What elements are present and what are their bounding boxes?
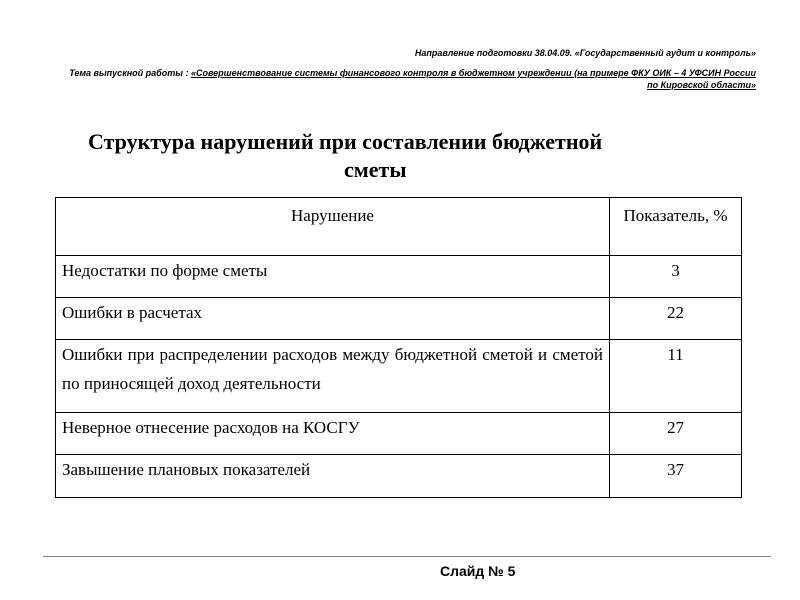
page-title-line-1: Структура нарушений при составлении бюджетной <box>88 129 603 154</box>
thesis-topic-text: «Совершенствование системы финансового контроля в бюджетном учреждении (на примере ФКУ ОИК – 4 УФСИН России по Кировской области» <box>190 68 756 90</box>
violation-value: 11 <box>610 340 742 413</box>
violation-value: 37 <box>610 455 742 498</box>
table-row <box>56 413 742 455</box>
table-row <box>56 256 742 298</box>
table-row <box>56 340 742 413</box>
violation-value: 22 <box>610 298 742 340</box>
violation-value: 3 <box>610 256 742 298</box>
thesis-topic-prefix: Тема выпускной работы : <box>69 68 191 78</box>
column-header-indicator: Показатель, % <box>610 198 742 256</box>
page-title <box>60 128 800 184</box>
program-direction: Направление подготовки 38.04.09. «Государственный аудит и контроль» <box>414 48 756 58</box>
violation-name: Недостатки по форме сметы <box>56 256 610 298</box>
violation-value: 27 <box>610 413 742 455</box>
violation-name: Ошибки при распределении расходов между бюджетной сметой и сметой по приносящей доход деятельности <box>56 340 610 413</box>
thesis-topic <box>56 67 756 91</box>
table-row <box>56 455 742 498</box>
violation-name: Неверное отнесение расходов на КОСГУ <box>56 413 610 455</box>
table-row <box>56 298 742 340</box>
page-title-line-2: сметы <box>344 157 407 182</box>
violation-name: Завышение плановых показателей <box>56 455 610 498</box>
footer-divider <box>43 556 771 557</box>
column-header-violation: Нарушение <box>56 198 610 256</box>
slide-number: Слайд № 5 <box>440 563 516 579</box>
violation-name: Ошибки в расчетах <box>56 298 610 340</box>
table-header-row <box>56 198 742 256</box>
violations-table <box>55 197 742 498</box>
